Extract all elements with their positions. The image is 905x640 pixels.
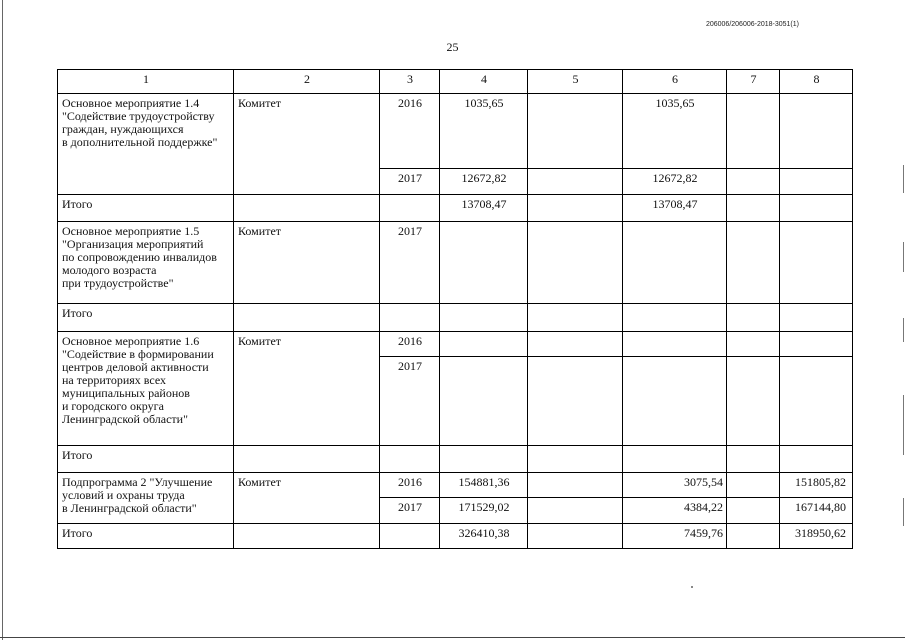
executor-cell: Комитет <box>234 332 380 446</box>
value-cell: 3075,54 <box>623 473 727 498</box>
header-cell: 3 <box>380 70 440 94</box>
total-label: Итого <box>58 195 234 222</box>
value-cell <box>440 332 528 357</box>
total-row <box>58 304 853 332</box>
header-cell: 5 <box>528 70 623 94</box>
measure-title-line: граждан, нуждающихся <box>62 122 184 136</box>
header-cell: 1 <box>58 70 234 94</box>
value-cell <box>780 357 853 446</box>
value-cell <box>727 169 780 195</box>
value-cell <box>727 332 780 357</box>
value-cell: 1035,65 <box>440 94 528 169</box>
subprogram-title-line: Подпрограмма 2 "Улучшение <box>62 475 213 489</box>
value-cell <box>780 332 853 357</box>
total-value-cell <box>528 446 623 473</box>
scan-edge-right <box>903 498 904 526</box>
total-value-cell: 326410,38 <box>440 524 528 549</box>
header-cell: 8 <box>780 70 853 94</box>
value-cell: 1035,65 <box>623 94 727 169</box>
page-number: 25 <box>446 40 459 54</box>
measure-title-line: муниципальных районов <box>62 386 190 400</box>
value-cell <box>623 222 727 304</box>
empty-cell <box>234 195 380 222</box>
measure-title-cell <box>58 94 234 195</box>
value-cell <box>780 94 853 169</box>
total-value-cell <box>623 446 727 473</box>
year-cell: 2017 <box>380 222 440 304</box>
value-cell <box>727 498 780 524</box>
value-cell: 167144,80 <box>780 498 853 524</box>
header-cell: 6 <box>623 70 727 94</box>
total-value-cell <box>528 304 623 332</box>
document-id: 206006/206006-2018-3051(1) <box>705 21 799 28</box>
total-value-cell <box>727 195 780 222</box>
table-row <box>58 332 853 357</box>
measure-title-line: "Организация мероприятий <box>62 237 204 251</box>
value-cell <box>528 94 623 169</box>
scan-edge-right <box>903 242 904 272</box>
value-cell <box>727 94 780 169</box>
executor-cell: Комитет <box>234 222 380 304</box>
table-row <box>58 473 853 498</box>
value-cell: 4384,22 <box>623 498 727 524</box>
value-cell <box>440 222 528 304</box>
total-value-cell <box>727 446 780 473</box>
value-cell <box>727 473 780 498</box>
value-cell: 171529,02 <box>440 498 528 524</box>
value-cell: 154881,36 <box>440 473 528 498</box>
scan-edge-left <box>2 0 3 640</box>
empty-cell <box>234 524 380 549</box>
scan-edge-bottom <box>0 637 905 638</box>
scan-edge-right <box>903 318 904 342</box>
measure-title-line: в дополнительной поддержке" <box>62 135 218 149</box>
total-value-cell <box>780 446 853 473</box>
empty-cell <box>380 446 440 473</box>
total-row <box>58 446 853 473</box>
total-value-cell: 7459,76 <box>623 524 727 549</box>
header-cell: 7 <box>727 70 780 94</box>
measure-title-line: и городского округа <box>62 399 164 413</box>
empty-cell <box>380 195 440 222</box>
year-cell: 2016 <box>380 332 440 357</box>
value-cell: 151805,82 <box>780 473 853 498</box>
measure-title-line: центров деловой активности <box>62 360 209 374</box>
scan-edge-right <box>903 165 904 193</box>
executor-cell: Комитет <box>234 94 380 195</box>
total-value-cell <box>780 195 853 222</box>
value-cell <box>528 498 623 524</box>
measure-title-line: Основное мероприятие 1.5 <box>62 224 200 238</box>
total-label: Итого <box>58 446 234 473</box>
measure-title-line: Основное мероприятие 1.4 <box>62 96 200 110</box>
value-cell <box>727 357 780 446</box>
year-cell: 2017 <box>380 357 440 446</box>
scan-edge-right <box>903 395 904 455</box>
value-cell <box>528 332 623 357</box>
measure-title-line: Ленинградской области" <box>62 412 188 426</box>
empty-cell <box>380 524 440 549</box>
header-cell: 2 <box>234 70 380 94</box>
scan-dot <box>691 586 693 588</box>
header-row <box>58 70 853 94</box>
value-cell <box>623 332 727 357</box>
total-value-cell <box>440 304 528 332</box>
table-row <box>58 94 853 169</box>
value-cell: 12672,82 <box>440 169 528 195</box>
table-row <box>58 222 853 304</box>
total-value-cell <box>528 524 623 549</box>
empty-cell <box>234 446 380 473</box>
executor-cell: Комитет <box>234 473 380 524</box>
measure-title-line: при трудоустройстве" <box>62 276 174 290</box>
measure-title-line: Основное мероприятие 1.6 <box>62 334 200 348</box>
subprogram-title-line: условий и охраны труда <box>62 488 185 502</box>
header-cell: 4 <box>440 70 528 94</box>
subprogram-title-line: в Ленинградской области" <box>62 501 197 515</box>
measure-title-cell <box>58 332 234 446</box>
measure-title-line: по сопровождению инвалидов <box>62 250 217 264</box>
total-value-cell: 13708,47 <box>623 195 727 222</box>
value-cell <box>528 357 623 446</box>
measure-title-line: "Содействие трудоустройству <box>62 109 215 123</box>
budget-table <box>57 69 853 549</box>
total-value-cell <box>528 195 623 222</box>
value-cell <box>780 222 853 304</box>
measure-title-line: молодого возраста <box>62 263 157 277</box>
total-value-cell: 13708,47 <box>440 195 528 222</box>
measure-title-line: "Содействие в формировании <box>62 347 214 361</box>
value-cell: 12672,82 <box>623 169 727 195</box>
measure-title-cell <box>58 222 234 304</box>
value-cell <box>440 357 528 446</box>
total-value-cell <box>440 446 528 473</box>
year-cell: 2017 <box>380 169 440 195</box>
year-cell: 2016 <box>380 94 440 169</box>
value-cell <box>780 169 853 195</box>
value-cell <box>623 357 727 446</box>
empty-cell <box>234 304 380 332</box>
value-cell <box>528 473 623 498</box>
year-cell: 2017 <box>380 498 440 524</box>
total-value-cell <box>780 304 853 332</box>
value-cell <box>727 222 780 304</box>
total-value-cell <box>727 524 780 549</box>
total-label: Итого <box>58 524 234 549</box>
measure-title-line: на территориях всех <box>62 373 167 387</box>
year-cell: 2016 <box>380 473 440 498</box>
total-row <box>58 195 853 222</box>
total-row <box>58 524 853 549</box>
total-label: Итого <box>58 304 234 332</box>
value-cell <box>528 169 623 195</box>
total-value-cell <box>727 304 780 332</box>
subprogram-title-cell <box>58 473 234 524</box>
total-value-cell <box>623 304 727 332</box>
total-value-cell: 318950,62 <box>780 524 853 549</box>
empty-cell <box>380 304 440 332</box>
value-cell <box>528 222 623 304</box>
